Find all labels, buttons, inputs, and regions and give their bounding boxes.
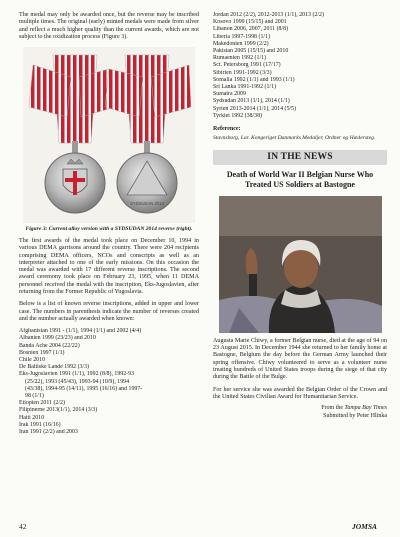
nurse-photo xyxy=(219,196,382,333)
list-item: Sri Lanka 1991-1992 (1/1) xyxy=(213,84,276,91)
list-item: Pakistan 2005 (15/15) and 2010 xyxy=(213,48,289,55)
reverse-medal xyxy=(117,141,177,213)
attribution-prefix: From the xyxy=(321,405,344,412)
list-item: Liberia 1997-1998 (1/1) xyxy=(213,33,270,40)
news-banner: IN THE NEWS xyxy=(213,150,387,165)
inscription-list-right xyxy=(213,12,387,120)
list-item: Banda Ache 2004 (22/22) xyxy=(19,342,80,349)
list-item: Irak 1991 (16/16) xyxy=(19,421,61,428)
list-item: Kosovo 1999 (15/15) and 2001 xyxy=(213,19,287,26)
list-item: De Baltiske Lande 1992 (3/3) xyxy=(19,364,90,371)
list-item: Sumatra 2009 xyxy=(213,91,246,98)
page-number: 42 xyxy=(19,522,27,531)
source-attribution xyxy=(213,405,387,412)
list-item: Eks-Jugoslavien 1991 (1/1), 1992 (8/8), 1992-93 xyxy=(19,371,135,378)
list-item: Etiopien 2011 (2/2) xyxy=(19,400,65,407)
inscription-list-intro: Below is a list of known reverse inscriptions, added in upper and lower case. The numbers in parenthesis indicate the number of reverses created and the number actually awarded when known: xyxy=(19,301,199,322)
left-ribbon xyxy=(29,55,115,143)
list-item: Rumaenien 1992 (1/1) xyxy=(213,55,267,62)
list-item: Makedonien 1999 (2/2) xyxy=(213,40,269,47)
right-column xyxy=(213,12,387,420)
obverse-medal xyxy=(45,141,105,213)
list-item: Syrien 2013-2014 (1/1), 2014 (5/5) xyxy=(213,105,296,112)
obituary-paragraph: Augusta Marie Chiwy, a former Belgian nurse, died at the age of 94 on 23 August 2015. In December 1944 she returned to her family home at Bastogne, Belgium the day before the German Army launched their spring offensive. Chiwy volunteered to serve as a volunteer nurse treating hundreds of United States troops during the siege of that city during the Battle of the Bulge. xyxy=(213,337,387,381)
list-item: Jordan 2012 (2/2), 2012-2013 (1/1), 2013 (2/2) xyxy=(213,12,324,18)
list-item: 98 (1/1) xyxy=(25,393,44,400)
list-item: Afghanistan 1991 - (1/1), 1994 (1/1) and 2002 (4/4) xyxy=(19,328,142,335)
first-awards-paragraph: The first awards of the medal took place on December 10, 1994 in various DEMA garrisons around the country. There were 204 recipients comprising DEMA officers, NCOs and conscripts as well as an interpreter attached to one of the early missions. On this occasion the medal was awarded with 17 different reverse inscriptions. The second award ceremony took place on February 23, 1995, when 11 DEMA personnel received the medal with the inscription, Eks-Jugoslavien, after returning from the Former Republic of Yugoslavia. xyxy=(19,237,199,296)
journal-name: JOMSA xyxy=(352,522,378,531)
list-item: Tyrkiet 1992 (38/38) xyxy=(213,112,262,119)
list-item: Sibirien 1991-1992 (3/3) xyxy=(213,69,272,76)
right-ribbon xyxy=(105,55,191,143)
list-item: (25/22), 1993 (45/43), 1993-94 (10/9), 1994 xyxy=(25,378,130,385)
awards-paragraph: For her service she was awarded the Belgian Order of the Crown and the United States Civilian Award for Humanitarian Service. xyxy=(213,386,387,400)
attribution-source: Tampa Bay Times xyxy=(344,405,387,412)
left-column xyxy=(19,12,199,436)
list-item: (43/38), 1994-95 (14/11), 1995 (16/16) and 1997- xyxy=(25,385,143,392)
submitter-credit: Submitted by Peter Hlinka xyxy=(323,412,387,419)
list-item: Filipinerne 2013(1/1), 2014 (3/3) xyxy=(19,407,98,414)
list-item: Libanon 2006, 2007, 2011 (8/8) xyxy=(213,26,289,33)
reverse-inscription: SYDSUDAN 2014 xyxy=(130,201,164,207)
reference-text: Stavnsborg, Lar. Kongeriget Danmarks Medaljer, Ordner og Hædersteg. xyxy=(213,135,376,142)
list-item: Haiti 2010 xyxy=(19,414,45,421)
list-item: Chile 2010 xyxy=(19,357,46,364)
nurse-photo-illustration xyxy=(219,196,382,333)
list-item: Sydsudan 2013 (1/1), 2014 (1/1) xyxy=(213,98,290,105)
list-item: Sct. Petersborg 1991 (17/17) xyxy=(213,62,281,69)
medal-illustration xyxy=(23,47,195,223)
inscription-list-left xyxy=(19,328,199,436)
figure-caption: Figure 3: Current alloy version with a SYDSUDAN 2014 reverse (right). xyxy=(25,226,193,233)
list-item: Iran 1991 (2/2) and 2003 xyxy=(19,429,78,436)
list-item: Bosnien 1997 (1/1) xyxy=(19,349,65,356)
list-item: Albanien 1999 (23/23) and 2010 xyxy=(19,335,96,342)
list-item: Somalia 1992 (1/1) and 1993 (1/1) xyxy=(213,76,295,83)
news-headline: Death of World War II Belgian Nurse Who Treated US Soldiers at Bastogne xyxy=(226,169,374,189)
reference-heading: Reference: xyxy=(213,126,241,133)
medal-figure xyxy=(23,47,195,223)
intro-paragraph: The medal may only be awarded once, but the reverse may be inscribed multiple times. The original (early) minted medals were made from silver and reflect a much higher quality than the current awards, which are not subject to the oxidization process (Figure 3). xyxy=(19,12,199,40)
